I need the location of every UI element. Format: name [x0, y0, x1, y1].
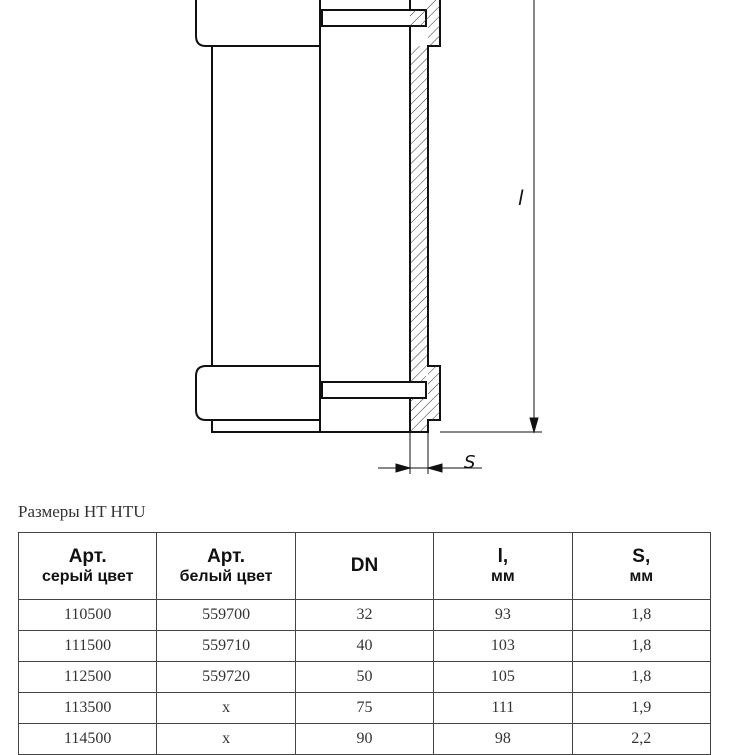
cell-art-white: x	[157, 724, 295, 755]
header-dn: DN	[295, 533, 433, 600]
cell-art-white: 559700	[157, 600, 295, 631]
cell-dn: 90	[295, 724, 433, 755]
cell-wall: 1,8	[572, 631, 710, 662]
table-header-row	[19, 533, 711, 600]
header-art-grey: Арт. серый цвет	[19, 533, 157, 600]
cell-dn: 40	[295, 631, 433, 662]
cell-length: 105	[434, 662, 572, 693]
hatched-wall	[410, 0, 440, 46]
cell-art-white: 559710	[157, 631, 295, 662]
cell-dn: 50	[295, 662, 433, 693]
bottom-seal-ring	[196, 366, 320, 420]
cell-art-grey: 113500	[19, 693, 157, 724]
pipe-body	[212, 46, 320, 366]
cell-length: 103	[434, 631, 572, 662]
cell-art-white: 559720	[157, 662, 295, 693]
header-wall: S, мм	[572, 533, 710, 600]
cell-art-white: x	[157, 693, 295, 724]
cell-art-grey: 110500	[19, 600, 157, 631]
cell-dn: 32	[295, 600, 433, 631]
table-caption: Размеры HT HTU	[18, 502, 146, 521]
cell-art-grey: 112500	[19, 662, 157, 693]
cell-wall: 1,8	[572, 662, 710, 693]
cell-art-grey: 114500	[19, 724, 157, 755]
table-row	[19, 662, 711, 693]
cell-dn: 75	[295, 693, 433, 724]
top-seal-ring	[196, 0, 320, 46]
cell-length: 111	[434, 693, 572, 724]
header-art-white: Арт. белый цвет	[157, 533, 295, 600]
dimensions-table	[18, 532, 711, 755]
dimension-s-label: S	[464, 452, 476, 473]
header-length: l, мм	[434, 533, 572, 600]
cell-art-grey: 111500	[19, 631, 157, 662]
cell-length: 93	[434, 600, 572, 631]
table-row	[19, 600, 711, 631]
cell-length: 98	[434, 724, 572, 755]
cell-wall: 2,2	[572, 724, 710, 755]
cell-wall: 1,8	[572, 600, 710, 631]
table-row	[19, 631, 711, 662]
dimension-l-label: l	[518, 186, 524, 210]
table-row	[19, 693, 711, 724]
cell-wall: 1,9	[572, 693, 710, 724]
